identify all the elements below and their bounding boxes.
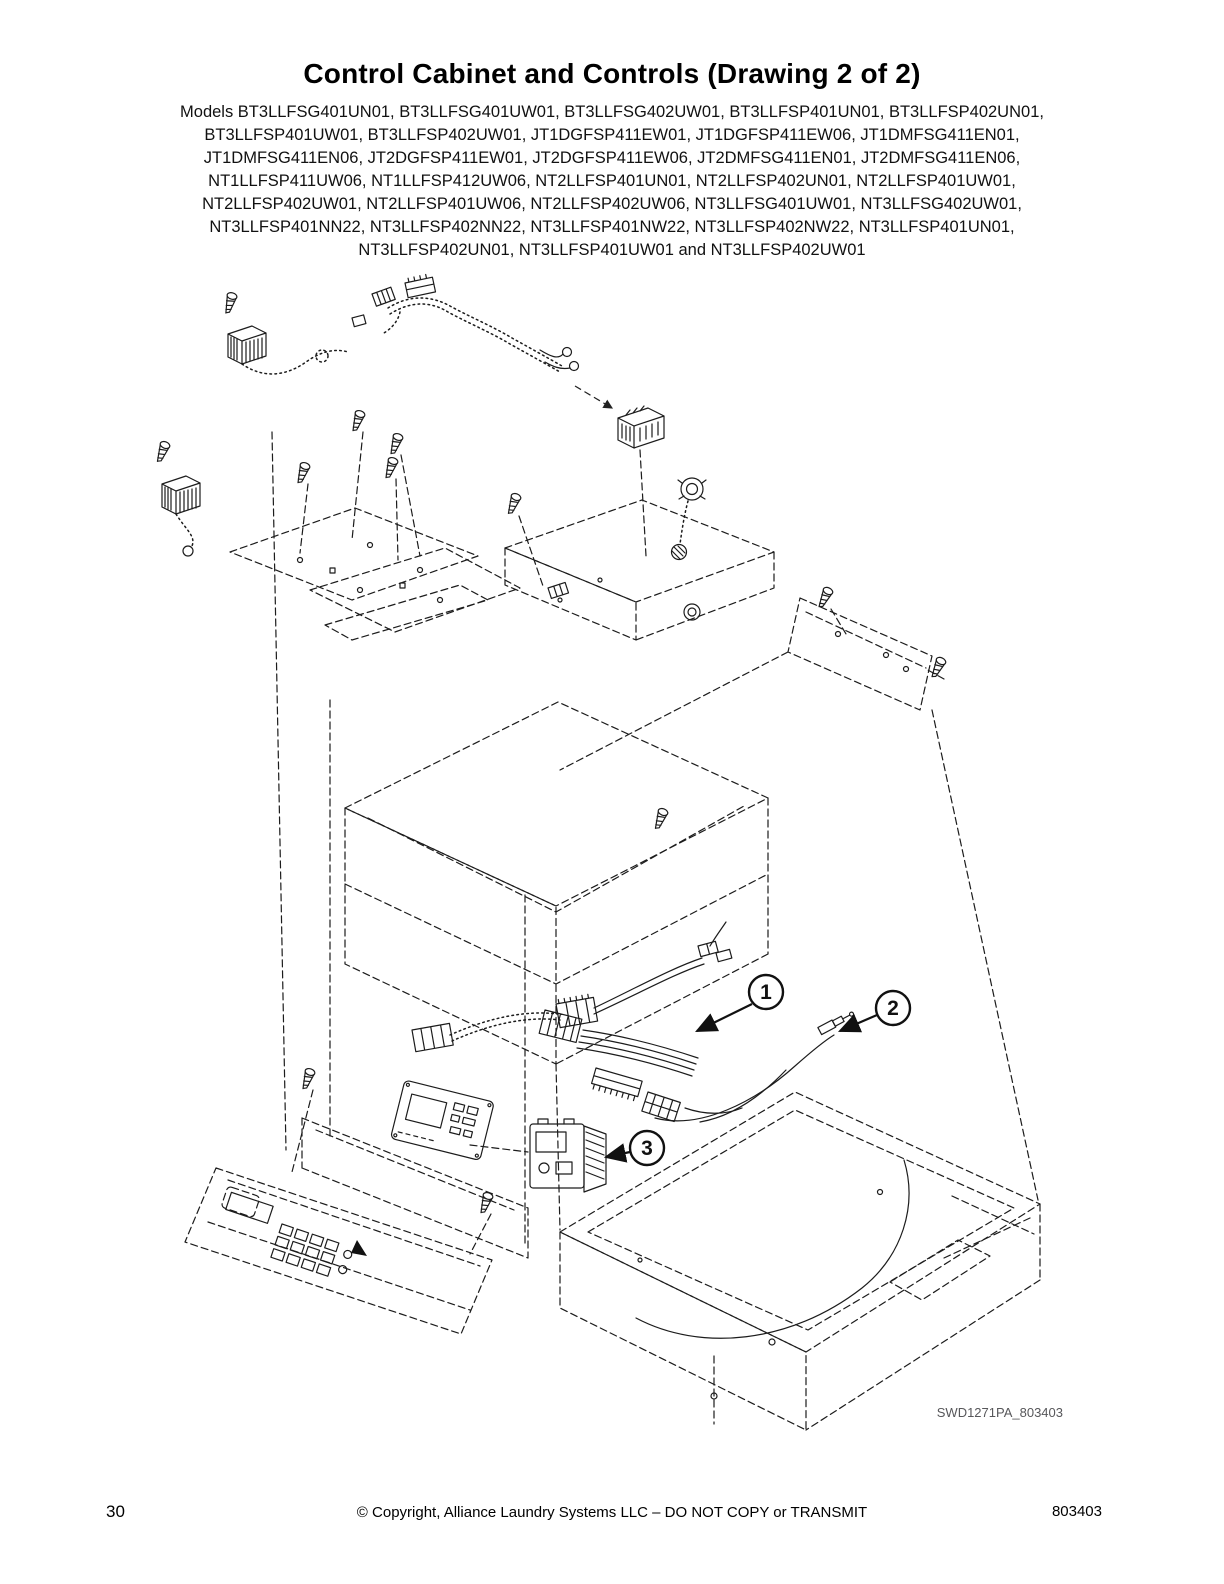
page-footer [0, 1498, 1224, 1538]
main-wire-harness [539, 1010, 742, 1122]
models-line: NT3LLFSP402UN01, NT3LLFSP401UW01 and NT3LLFSP402UW01 [358, 241, 866, 259]
mounting-bracket [230, 508, 520, 640]
page-number: 30 [106, 1502, 125, 1521]
models-line: JT1DMFSG411EN06, JT2DGFSP411EW01, JT2DGFSP411EW06, JT2DMFSG411EN01, JT2DMFSG411EN06, [203, 149, 1021, 167]
transformer-top-left [228, 326, 348, 374]
drawing-reference: SWD1271PA_803403 [936, 1405, 1063, 1420]
models-line: Models BT3LLFSG401UN01, BT3LLFSG401UW01, BT3LLFSG402UW01, BT3LLFSP401UN01, BT3LLFSP402UN01, [180, 103, 1044, 121]
document-number: 803403 [1051, 1503, 1102, 1520]
exploded-diagram-area [0, 270, 1224, 1460]
models-list [62, 101, 1162, 262]
models-line: NT2LLFSP402UW01, NT2LLFSP401UW06, NT2LLFSP402UW06, NT3LLFSG401UW01, NT3LLFSG402UW01, [202, 195, 1022, 213]
callout-3-label: 3 [641, 1137, 653, 1160]
panel-cursor-mark [351, 1240, 367, 1256]
copyright-text: © Copyright, Alliance Laundry Systems LLC – DO NOT COPY or TRANSMIT [356, 1504, 868, 1521]
callout-2-label: 2 [887, 997, 899, 1020]
callout-1 [697, 975, 783, 1031]
models-line: BT3LLFSP401UW01, BT3LLFSP402UW01, JT1DGFSP411EW01, JT1DGFSP411EW06, JT1DMFSG411EN01, [204, 126, 1020, 144]
upper-wire-harness [352, 273, 612, 408]
front-panel-frame [302, 1118, 528, 1258]
control-panel-overlay [185, 1168, 492, 1334]
callout-1-label: 1 [760, 981, 772, 1004]
grommet [672, 478, 707, 560]
transformer-left [162, 476, 200, 556]
sensor-lead [655, 1010, 855, 1122]
models-line: NT3LLFSP401NN22, NT3LLFSP402NN22, NT3LLFSP401NW22, NT3LLFSP402NW22, NT3LLFSP401UN01, [209, 218, 1015, 236]
callout-3 [606, 1131, 664, 1165]
models-line: NT1LLFSP411UW06, NT1LLFSP412UW06, NT2LLFSP401UN01, NT2LLFSP402UN01, NT2LLFSP401UW01, [208, 172, 1016, 190]
switch-block [618, 406, 664, 556]
screw-fasteners [154, 292, 947, 1254]
page-title: Control Cabinet and Controls (Drawing 2 of 2) [303, 58, 921, 89]
control-timer [530, 1119, 606, 1192]
rear-bracket [560, 598, 1038, 1200]
exploded-diagram [0, 270, 1224, 1460]
hood-top-panel [505, 500, 774, 640]
callout-2 [840, 991, 910, 1031]
display-board [390, 1080, 528, 1160]
